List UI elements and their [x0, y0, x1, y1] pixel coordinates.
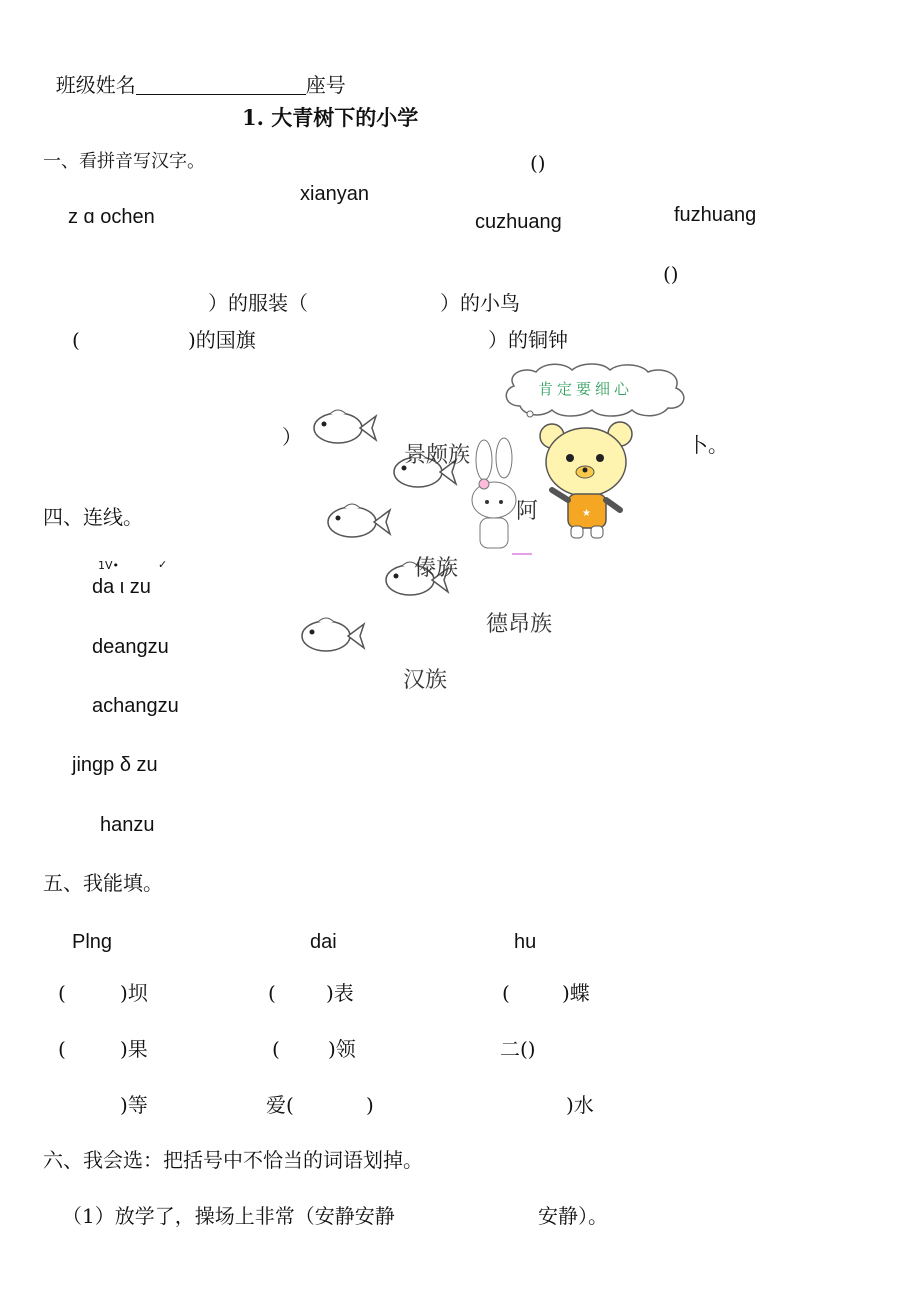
pinyin-ping: Plng	[72, 931, 113, 953]
row1-a: ）的服装（	[208, 291, 308, 315]
ethnic-deang[interactable]: 德昂族	[486, 612, 553, 637]
r1-biao: )表	[326, 981, 354, 1005]
r3-close: )	[366, 1093, 374, 1117]
r2-er: 二()	[500, 1037, 536, 1061]
row1-b: ）的小鸟	[440, 291, 520, 315]
pinyin-zaochen: z ɑ ochen	[68, 206, 155, 228]
r2-ling: )领	[328, 1037, 356, 1061]
bear-illustration	[538, 420, 634, 542]
mark-2: ✓	[158, 558, 168, 571]
r2-open-1: (	[58, 1037, 66, 1061]
section1-heading: 一、看拼音写汉字。	[43, 151, 205, 172]
paren-b: ()	[663, 262, 679, 286]
pinyin-dai: dai	[310, 931, 337, 953]
pinyin-jingpozu[interactable]: jingp δ zu	[72, 754, 158, 776]
ethnic-han[interactable]: 汉族	[403, 668, 448, 693]
row2-b: )的国旗	[188, 328, 256, 352]
pinyin-xianyan: xianyan	[300, 183, 369, 205]
paren-a: ()	[530, 151, 546, 175]
row2-a: (	[72, 328, 80, 352]
class-name-label: 班级姓名	[55, 73, 136, 97]
fish-icon	[300, 614, 366, 656]
pinyin-daizu[interactable]: da ι zu	[92, 576, 151, 598]
fragment-tail: 卜。	[688, 433, 728, 457]
row2-c: ）的铜钟	[488, 328, 568, 352]
fish-icon	[326, 500, 392, 542]
r3-ai: 爱(	[266, 1093, 294, 1117]
r1-open-3: (	[502, 981, 510, 1005]
svg-text:★: ★	[582, 508, 591, 519]
pinyin-fuzhuang: fuzhuang	[674, 204, 757, 226]
r3-deng: )等	[120, 1093, 148, 1117]
name-blank[interactable]	[136, 76, 306, 95]
seat-label: 座号	[305, 73, 346, 97]
lesson-title: 1. 大青树下的小学	[242, 105, 419, 130]
r1-ba: )坝	[120, 981, 148, 1005]
ethnic-a[interactable]: 阿	[516, 499, 539, 524]
pinyin-achangzu[interactable]: achangzu	[92, 695, 179, 717]
section5-heading: 五、我能填。	[43, 871, 163, 895]
q1-part-a: （1）放学了，操场上非常（安静安静	[62, 1204, 395, 1228]
bubble-text: 肯定要细心	[538, 380, 634, 398]
q1-part-b: 安静）。	[538, 1204, 608, 1228]
mark-1: 1V•	[98, 559, 120, 572]
header-line	[43, 55, 346, 95]
ethnic-dai[interactable]: 傣族	[414, 556, 459, 581]
ethnic-jingpo[interactable]: 景颇族	[404, 443, 471, 468]
pinyin-deangzu[interactable]: deangzu	[92, 636, 169, 658]
pinyin-cuzhuang: cuzhuang	[475, 211, 562, 233]
r2-open-2: (	[272, 1037, 280, 1061]
fish-icon	[312, 406, 378, 448]
pinyin-hanzu[interactable]: hanzu	[100, 814, 155, 836]
r1-die: )蝶	[562, 981, 590, 1005]
section6-heading: 六、我会选：把括号中不恰当的词语划掉。	[43, 1148, 423, 1172]
pinyin-hu: hu	[514, 931, 537, 953]
r1-open-1: (	[58, 981, 66, 1005]
fragment-bracket: ）	[282, 425, 302, 449]
section4-heading: 四、连线。	[43, 505, 143, 529]
r2-guo: )果	[120, 1037, 148, 1061]
r3-shui: )水	[566, 1093, 594, 1117]
r1-open-2: (	[268, 981, 276, 1005]
